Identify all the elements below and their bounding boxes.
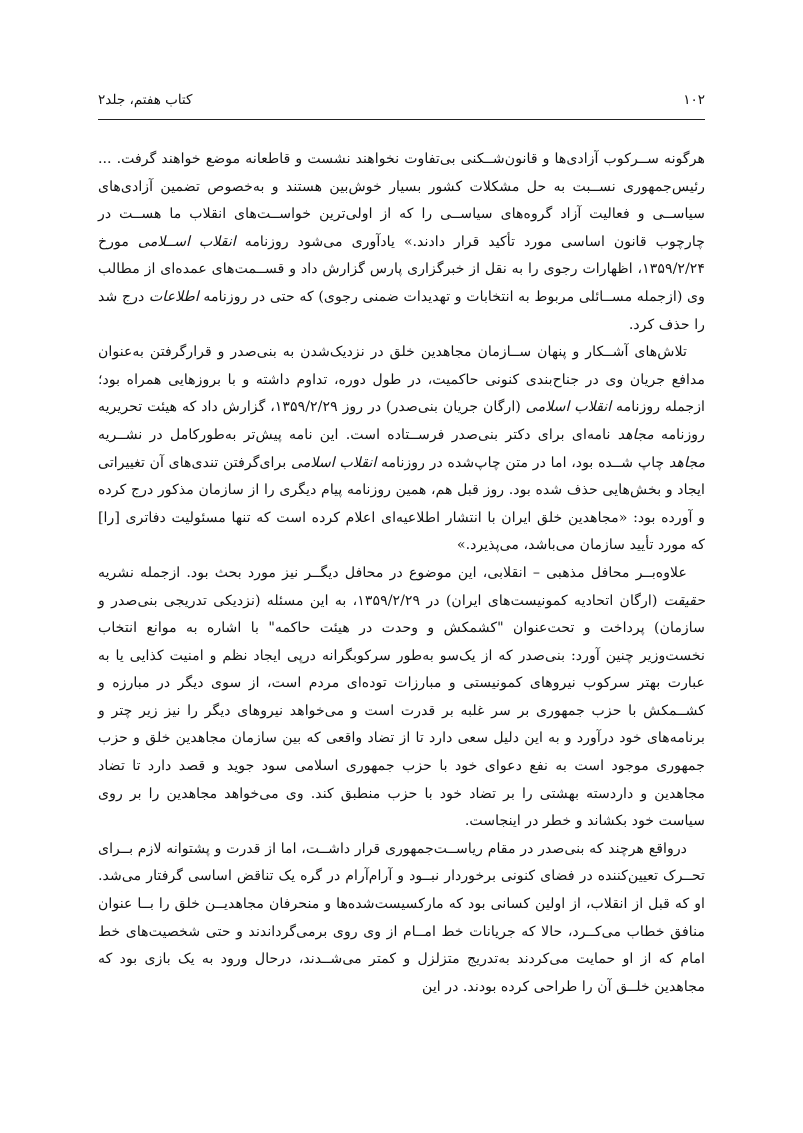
paragraph-1 [98, 146, 705, 339]
paragraph-2 [98, 339, 705, 560]
running-header [98, 92, 705, 116]
newspaper-name-italic: انقلاب اســلامی [137, 233, 236, 250]
text-run: برای‌گرفتن تندی‌های آن تغییراتی ایجاد و بخش‌هایی حذف شده بود. روز قبل هم، همین روزنامه پیام دیگری را از سازمان مذکور درج کرده و آورده بود: «مجاهدین خلق ایران با انتشار اطلاعیه‌ای اعلام کرده است که تنها مسئولیت دفاتری [را] که مورد تأیید سازمان می‌باشد، می‌پذیرد.» [98, 454, 705, 554]
newspaper-name-italic: حقیقت [663, 592, 705, 609]
newspaper-name-italic: مجاهد [668, 454, 705, 471]
text-run: علاوه‌بــر محافل مذهبی – انقلابی، این موضوع در محافل دیگــر نیز مورد بحث بود. ازجمله نشریه [98, 564, 687, 581]
text-run: هرگونه ســرکوب آزادی‌ها و قانون‌شــکنی بی‌تفاوت نخواهند نشست و قاطعانه موضع خواهند گرفت. ... رئیس‌جمهوری نســبت به حل مشکلات کشور بسیار خوش‌بین هستند و به‌خصوص تضمین آزادی‌های سیاســی و فعالیت آزاد گروه‌های سیاســی را که از اولی‌ترین خواســت‌های انقلاب ما هســت در چارچوب قانون اساسی مورد تأکید قرار دادند.» یادآوری می‌شود روزنامه [98, 151, 705, 250]
text-run: نامه‌ای برای دکتر بنی‌صدر فرســتاده است. این نامه پیش‌تر به‌طورکامل در نشــریه [98, 426, 618, 443]
newspaper-name-italic: انقلاب اسلامی [290, 454, 377, 471]
book-title: کتاب هفتم، جلد۲ [98, 92, 193, 108]
newspaper-name-italic: مجاهد [617, 426, 654, 443]
body-text [98, 146, 705, 1001]
newspaper-name-italic: اطلاعات [148, 288, 199, 305]
text-run: درواقع هرچند که بنی‌صدر در مقام ریاســت‌جمهوری قرار داشــت، اما از قدرت و پشتوانه لازم بــرای تحــرک تعیین‌کننده در فضای کنونی برخوردار نبــود و آرام‌آرام در گره یک تناقض اساسی گرفتار می‌شد. او که قبل از انقلاب، از اولین کسانی بود که مارکسیست‌شده‌ها و منحرفان مجاهدیــن خلق را بــا عنوان منافق خطاب می‌کــرد، حالا که جریانات خط امــام از وی روی برمی‌گرداندند و حتی شخصیت‌های خط امام که از او حمایت می‌کردند به‌تدریج متزلزل و کمتر می‌شــدند، درحال ورود به یک بازی بود که مجاهدین خلــق آن را طراحی کرده بودند. در این [98, 840, 705, 995]
page-number: ۱۰۲ [683, 92, 705, 108]
text-run: درج شد را حذف کرد. [98, 288, 705, 333]
paragraph-4 [98, 836, 705, 1002]
text-run: (ارگان جریان بنی‌صدر) در روز ۱۳۵۹/۲/۲۹، گزارش داد که هیئت تحریریه روزنامه [98, 399, 705, 443]
text-run: (ارگان اتحادیه کمونیست‌های ایران) در ۱۳۵۹/۲/۲۹، به این مسئله (نزدیکی تدریجی بنی‌صدر و سازمان) پرداخت و تحت‌عنوان "کشمکش و وحدت در هیئت حاکمه" با اشاره به موانع انتخاب نخست‌وزیر چنین آورد: بنی‌صدر که از یک‌سو به‌طور سرکوبگرانه درپی ایجاد نظم و امنیت کذایی یا به عبارت بهتر سرکوب نیروهای کمونیستی و مبارزات توده‌ای مردم است، از سوی دیگر در مبارزه و کشــمکش با حزب جمهوری بر سر غلبه بر قدرت است و می‌خواهد نیروهای دیگر را نیز زیر چتر و برنامه‌های خود درآورد و به این دلیل سعی دارد تا از تضاد واقعی که بین سازمان مجاهدین خلق و حزب جمهوری موجود است به نفع دعوای خود با حزب جمهوری اسلامی سود جوید و قصد دارد تا تضاد مجاهدین و داردسته بهشتی را بر تضاد خود با حزب منطبق کند. وی می‌خواهد مجاهدین را بر روی سیاست خود بکشاند و خطر در اینجاست. [98, 592, 705, 830]
text-run: چاپ شــده بود، اما در متن چاپ‌شده در روزنامه [376, 454, 669, 471]
text-run: تلاش‌های آشــکار و پنهان ســازمان مجاهدین خلق در نزدیک‌شدن به بنی‌صدر و قرارگرفتن به‌عنوان مدافع جریان وی در جناح‌بندی کنونی حاکمیت، در طول دوره، تداوم داشته و با بروزهایی همراه بود؛ ازجمله روزنامه [98, 344, 705, 416]
newspaper-name-italic: انقلاب اسلامی [525, 399, 612, 416]
paragraph-3 [98, 560, 705, 836]
text-run: مورخ ۱۳۵۹/۲/۲۴، اظهارات رجوی را به نقل از خبرگزاری پارس گزارش داد و قســمت‌های عمده‌ای از مطالب وی (ازجمله مســائلی مربوط به انتخابات و تهدیدات ضمنی رجوی) که حتی در روزنامه [98, 233, 705, 305]
header-rule [98, 119, 705, 120]
